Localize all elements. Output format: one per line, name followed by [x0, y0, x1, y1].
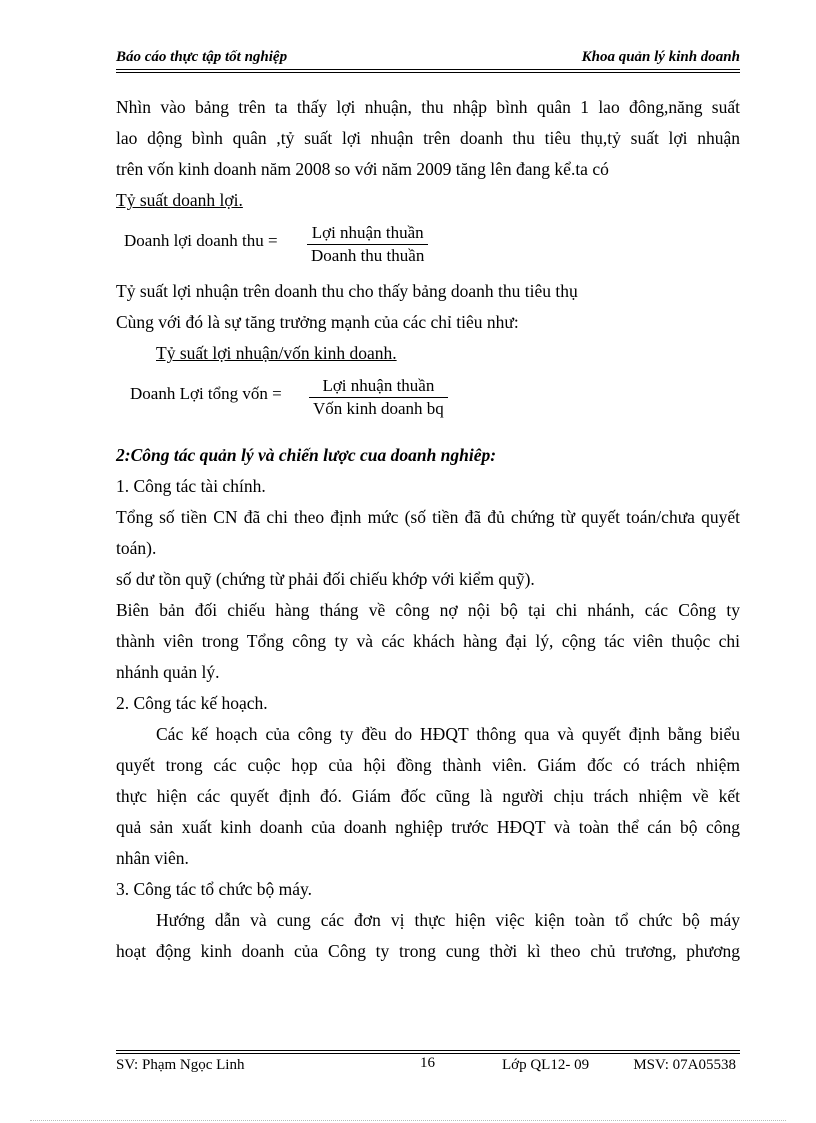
paragraph-line: thực hiện các quyết định đó. Giám đốc cũng là người chịu trách nhiệm về kết: [116, 786, 740, 806]
paragraph-line: trên vốn kinh doanh năm 2008 so với năm 2009 tăng lên đang kể.ta có: [116, 159, 609, 179]
page-body: [116, 92, 740, 967]
subheading-profit-ratio: Tỷ suất doanh lợi.: [116, 190, 243, 210]
paragraph-line: hoạt động kinh doanh của Công ty trong cung thời kì theo chủ trương, phương: [116, 941, 740, 961]
item-heading-organization: 3. Công tác tổ chức bộ máy.: [116, 879, 312, 899]
page-number: 16: [420, 1055, 435, 1071]
formula-numerator: Lợi nhuận thuần: [322, 376, 435, 395]
formula-denominator: Vốn kinh doanh bq: [309, 397, 448, 420]
header-department: Khoa quản lý kinh doanh: [581, 49, 740, 65]
formula-denominator: Doanh thu thuần: [307, 244, 428, 267]
paragraph-line: Cùng với đó là sự tăng trưởng mạnh của các chỉ tiêu như:: [116, 312, 519, 332]
formula-fraction: [309, 375, 448, 420]
formula-revenue-profit: [116, 216, 740, 276]
paragraph-line: nhân viên.: [116, 848, 189, 868]
footer-student-name: SV: Phạm Ngọc Linh: [116, 1057, 245, 1073]
paragraph-line: toán).: [116, 538, 157, 558]
header-title: Báo cáo thực tập tốt nghiệp: [116, 49, 288, 65]
formula-fraction: [307, 222, 428, 267]
header-rule: [116, 69, 740, 73]
page-bottom-divider: [30, 1120, 786, 1121]
section-heading: 2:Công tác quản lý và chiến lược cua doanh nghiêp:: [116, 445, 497, 465]
paragraph-line: Các kế hoạch của công ty đều do HĐQT thông qua và quyết định bằng biểu: [156, 724, 740, 744]
paragraph-line: Nhìn vào bảng trên ta thấy lợi nhuận, thu nhập bình quân 1 lao đông,năng suất: [116, 97, 740, 117]
paragraph-line: lao dộng bình quân ,tỷ suất lợi nhuận trên doanh thu tiêu thụ,tỷ suất lợi nhuận: [116, 128, 740, 148]
formula-numerator: Lợi nhuận thuần: [311, 223, 424, 242]
paragraph-line: quyết trong các cuộc họp của hội đồng thành viên. Giám đốc có trách nhiệm: [116, 755, 740, 775]
page-header: [116, 49, 740, 69]
subheading-capital-ratio: Tỷ suất lợi nhuận/vốn kinh doanh.: [156, 343, 397, 363]
item-heading-planning: 2. Công tác kế hoạch.: [116, 693, 268, 713]
paragraph-line: thành viên trong Tổng công ty và các khách hàng đại lý, cộng tác viên thuộc chi: [116, 631, 740, 651]
paragraph-line: Tỷ suất lợi nhuận trên doanh thu cho thấy bảng doanh thu tiêu thụ: [116, 281, 578, 301]
footer-student-id: MSV: 07A05538: [633, 1057, 736, 1073]
footer-class: Lớp QL12- 09: [502, 1057, 590, 1073]
paragraph-line: nhánh quản lý.: [116, 662, 220, 682]
formula-capital-profit: [116, 369, 740, 429]
footer-rule: [116, 1050, 740, 1054]
paragraph-line: Tổng số tiền CN đã chi theo định mức (số tiền đã đủ chứng từ quyết toán/chưa quyết: [116, 507, 740, 527]
paragraph-line: Biên bản đối chiếu hàng tháng về công nợ nội bộ tại chi nhánh, các Công ty: [116, 600, 740, 620]
formula-lhs: Doanh lợi doanh thu =: [124, 231, 278, 250]
paragraph-line: Hướng dẫn và cung các đơn vị thực hiện việc kiện toàn tổ chức bộ máy: [156, 910, 740, 930]
item-heading-finance: 1. Công tác tài chính.: [116, 476, 266, 496]
formula-lhs: Doanh Lợi tổng vốn =: [130, 384, 282, 403]
paragraph-line: số dư tồn quỹ (chứng từ phải đối chiếu khớp với kiểm quỹ).: [116, 569, 535, 589]
paragraph-line: quả sản xuất kinh doanh của doanh nghiệp trước HĐQT và toàn thể cán bộ công: [116, 817, 740, 837]
page-footer: [116, 1057, 740, 1077]
